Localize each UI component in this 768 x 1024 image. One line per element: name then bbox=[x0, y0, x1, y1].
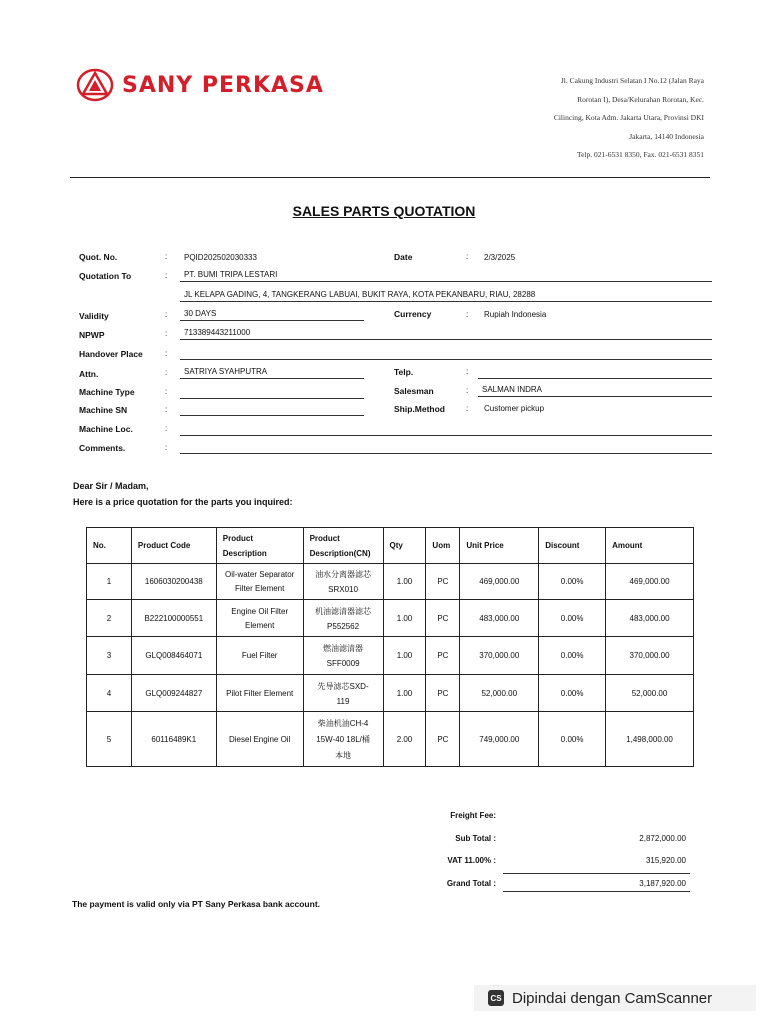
attn-value: SATRIYA SYAHPUTRA bbox=[180, 367, 364, 379]
grand-total-underline bbox=[503, 891, 690, 892]
desc-line: Diesel Engine Oil bbox=[228, 734, 291, 744]
cell-no: 5 bbox=[87, 712, 132, 767]
cell-desc bbox=[216, 600, 303, 637]
cell-desc-cn bbox=[303, 564, 383, 600]
desc-line: Fuel Filter bbox=[241, 651, 278, 660]
cell-desc-cn bbox=[303, 637, 383, 675]
cell-desc bbox=[216, 675, 303, 712]
colon: : bbox=[466, 367, 469, 376]
date-label: Date bbox=[394, 252, 413, 262]
address-line: Rorotan I), Desa/Kelurahan Rorotan, Kec. bbox=[577, 94, 704, 104]
desc-line: 燃油滤清器 bbox=[323, 644, 364, 653]
desc-line: 本地 bbox=[335, 750, 352, 760]
grand-total-label: Grand Total : bbox=[446, 879, 496, 888]
intro-text: Here is a price quotation for the parts you inquired: bbox=[73, 497, 293, 507]
machine-loc-label: Machine Loc. bbox=[79, 424, 133, 434]
colon: : bbox=[165, 405, 168, 414]
cell-amount: 1,498,000.00 bbox=[606, 712, 694, 767]
col-unit-price: Unit Price bbox=[460, 528, 539, 564]
cell-amount: 370,000.00 bbox=[606, 637, 694, 675]
cell-desc-cn bbox=[303, 675, 383, 712]
colon: : bbox=[165, 368, 168, 377]
desc-line: 机油滤清器滤芯 bbox=[315, 606, 372, 616]
validity-value: 30 DAYS bbox=[180, 309, 364, 321]
machine-loc-value bbox=[180, 423, 712, 436]
colon: : bbox=[466, 386, 469, 395]
cell-unit-price: 469,000.00 bbox=[460, 564, 539, 600]
company-name: SANY PERKASA bbox=[122, 72, 324, 98]
subtotal-divider bbox=[503, 873, 690, 874]
company-logo bbox=[76, 68, 324, 102]
cell-no: 4 bbox=[87, 675, 132, 712]
colon: : bbox=[165, 443, 168, 452]
address-line: Cilincing, Kota Adm. Jakarta Utara, Provinsi DKI bbox=[553, 113, 704, 122]
address-line: Telp. 021-6531 8350, Fax. 021-6531 8351 bbox=[577, 150, 704, 159]
ship-method-label: Ship.Method bbox=[394, 404, 445, 414]
quot-no-label: Quot. No. bbox=[79, 252, 118, 262]
desc-line: 15W-40 18L/桶 bbox=[316, 734, 370, 744]
handover-value bbox=[180, 347, 712, 360]
payment-note: The payment is valid only via PT Sany Perkasa bank account. bbox=[72, 899, 321, 909]
col-desc-line: Description bbox=[222, 548, 267, 558]
col-desc-line: Product bbox=[309, 533, 340, 543]
machine-type-label: Machine Type bbox=[79, 387, 135, 397]
subtotal-label: Sub Total : bbox=[455, 834, 496, 843]
cell-unit-price: 370,000.00 bbox=[460, 637, 539, 675]
cell-unit-price: 52,000.00 bbox=[460, 675, 539, 712]
cell-qty: 1.00 bbox=[383, 637, 426, 675]
desc-line: Filter Element bbox=[235, 584, 285, 593]
handover-label: Handover Place bbox=[79, 349, 143, 359]
cell-code: 60116489K1 bbox=[131, 712, 216, 767]
quotation-to-value: PT. BUMI TRIPA LESTARI bbox=[180, 270, 712, 282]
address-line: Jakarta, 14140 Indonesia bbox=[629, 131, 704, 141]
table-row bbox=[87, 637, 694, 675]
items-table bbox=[86, 527, 694, 767]
col-desc-line: Product bbox=[222, 533, 253, 543]
desc-line: 油水分离器滤芯 bbox=[315, 570, 372, 579]
cell-unit-price: 483,000.00 bbox=[460, 600, 539, 637]
desc-line: 119 bbox=[336, 696, 350, 706]
cell-code: GLQ008464071 bbox=[131, 637, 216, 675]
colon: : bbox=[466, 310, 469, 319]
cell-desc bbox=[216, 564, 303, 600]
table-row bbox=[87, 675, 694, 712]
freight-fee-label: Freight Fee: bbox=[450, 811, 496, 820]
col-product-code: Product Code bbox=[131, 528, 216, 564]
desc-line: 柴油机油CH-4 bbox=[317, 718, 369, 728]
col-product-description bbox=[216, 528, 303, 564]
vat-label: VAT 11.00% : bbox=[447, 856, 496, 865]
greeting: Dear Sir / Madam, bbox=[73, 481, 149, 491]
colon: : bbox=[466, 252, 469, 261]
currency-label: Currency bbox=[394, 309, 432, 319]
header-divider bbox=[70, 177, 710, 178]
cell-qty: 1.00 bbox=[383, 675, 426, 712]
desc-line: P552562 bbox=[327, 621, 360, 631]
cell-discount: 0.00% bbox=[539, 675, 606, 712]
desc-line: SFF0009 bbox=[326, 659, 360, 668]
quot-no-value: PQID202502030333 bbox=[184, 253, 257, 262]
table-row bbox=[87, 600, 694, 637]
comments-value bbox=[180, 441, 712, 454]
telp-value bbox=[478, 366, 712, 379]
cell-no: 3 bbox=[87, 637, 132, 675]
cell-discount: 0.00% bbox=[539, 600, 606, 637]
desc-line: Element bbox=[245, 620, 275, 630]
ship-method-value: Customer pickup bbox=[484, 404, 545, 413]
npwp-value: 713389443211000 bbox=[180, 328, 712, 340]
desc-line: Pilot Filter Element bbox=[226, 688, 294, 698]
quotation-to-label: Quotation To bbox=[79, 271, 132, 281]
subtotal-value: 2,872,000.00 bbox=[639, 834, 686, 843]
cell-code: GLQ009244827 bbox=[131, 675, 216, 712]
cell-desc bbox=[216, 637, 303, 675]
salesman-value: SALMAN INDRA bbox=[478, 385, 712, 397]
telp-label: Telp. bbox=[394, 367, 414, 377]
machine-type-value bbox=[180, 386, 364, 399]
cell-code: 1606030200438 bbox=[131, 564, 216, 600]
colon: : bbox=[165, 387, 168, 396]
col-discount: Discount bbox=[539, 528, 606, 564]
cell-unit-price: 749,000.00 bbox=[460, 712, 539, 767]
cell-uom: PC bbox=[426, 600, 460, 637]
desc-line: 先导滤芯SXD- bbox=[317, 681, 369, 691]
camscanner-icon: CS bbox=[488, 990, 504, 1006]
salesman-label: Salesman bbox=[394, 386, 434, 396]
company-address bbox=[454, 72, 704, 165]
colon: : bbox=[165, 252, 168, 261]
npwp-label: NPWP bbox=[79, 330, 105, 340]
col-desc-line: Description(CN) bbox=[309, 548, 371, 558]
table-row bbox=[87, 712, 694, 767]
cell-qty: 2.00 bbox=[383, 712, 426, 767]
cell-no: 2 bbox=[87, 600, 132, 637]
validity-label: Validity bbox=[79, 311, 109, 321]
desc-line: Engine Oil Filter bbox=[231, 606, 289, 616]
cell-desc-cn bbox=[303, 712, 383, 767]
cell-qty: 1.00 bbox=[383, 564, 426, 600]
desc-line: SRX010 bbox=[328, 585, 358, 594]
colon: : bbox=[165, 329, 168, 338]
machine-sn-value bbox=[180, 403, 364, 416]
grand-total-value: 3,187,920.00 bbox=[639, 879, 686, 888]
machine-sn-label: Machine SN bbox=[79, 405, 128, 415]
cell-desc-cn bbox=[303, 600, 383, 637]
col-uom: Uom bbox=[426, 528, 460, 564]
cell-no: 1 bbox=[87, 564, 132, 600]
cell-amount: 483,000.00 bbox=[606, 600, 694, 637]
colon: : bbox=[466, 404, 469, 413]
colon: : bbox=[165, 349, 168, 358]
cell-qty: 1.00 bbox=[383, 600, 426, 637]
cell-discount: 0.00% bbox=[539, 564, 606, 600]
cell-discount: 0.00% bbox=[539, 712, 606, 767]
desc-line: Oil-water Separator bbox=[225, 570, 295, 579]
cell-amount: 52,000.00 bbox=[606, 675, 694, 712]
document-title: SALES PARTS QUOTATION bbox=[292, 203, 476, 219]
table-header-row bbox=[87, 528, 694, 564]
comments-label: Comments. bbox=[79, 443, 126, 453]
quotation-to-address: JL KELAPA GADING, 4, TANGKERANG LABUAI, BUKIT RAYA, KOTA PEKANBARU, RIAU, 28288 bbox=[180, 290, 712, 302]
sany-logo-icon bbox=[76, 68, 114, 102]
colon: : bbox=[165, 271, 168, 280]
cell-desc bbox=[216, 712, 303, 767]
cell-code: B222100000551 bbox=[131, 600, 216, 637]
currency-value: Rupiah Indonesia bbox=[484, 310, 547, 319]
col-amount: Amount bbox=[606, 528, 694, 564]
cell-discount: 0.00% bbox=[539, 637, 606, 675]
camscanner-watermark bbox=[474, 985, 756, 1011]
col-qty: Qty bbox=[383, 528, 426, 564]
cell-uom: PC bbox=[426, 564, 460, 600]
address-line: Jl. Cakung Industri Selatan I No.12 (Jalan Raya bbox=[560, 76, 704, 85]
camscanner-text: Dipindai dengan CamScanner bbox=[512, 989, 713, 1007]
colon: : bbox=[165, 424, 168, 433]
col-no: No. bbox=[87, 528, 132, 564]
cell-uom: PC bbox=[426, 675, 460, 712]
colon: : bbox=[165, 310, 168, 319]
table-row bbox=[87, 564, 694, 600]
date-value: 2/3/2025 bbox=[484, 253, 516, 262]
cell-uom: PC bbox=[426, 712, 460, 767]
cell-amount: 469,000.00 bbox=[606, 564, 694, 600]
attn-label: Attn. bbox=[79, 369, 99, 379]
cell-uom: PC bbox=[426, 637, 460, 675]
vat-value: 315,920.00 bbox=[645, 856, 686, 865]
col-product-description-cn bbox=[303, 528, 383, 564]
